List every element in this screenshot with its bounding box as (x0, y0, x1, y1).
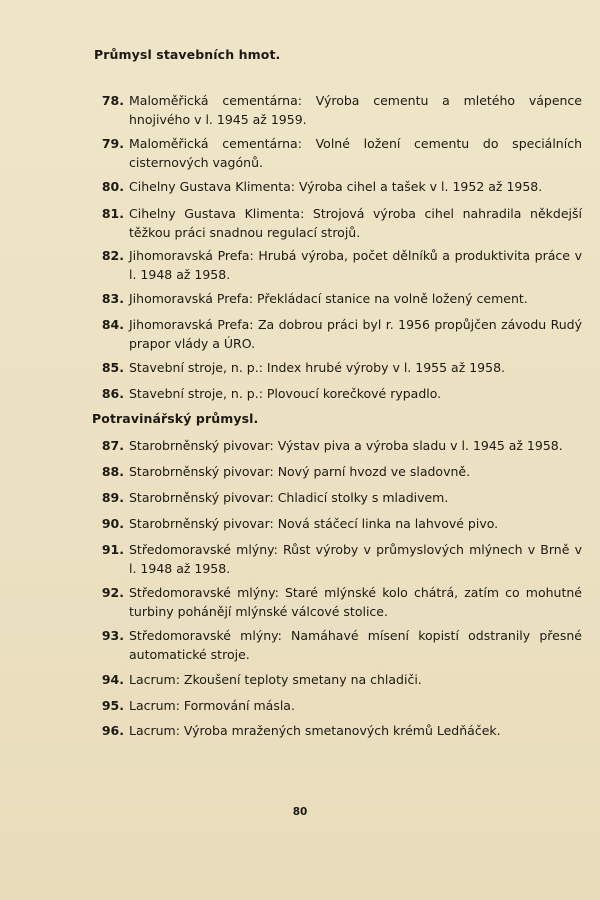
list-item (96, 134, 582, 172)
item-number: 86. (101, 386, 124, 401)
list-item (96, 514, 582, 533)
list-item (96, 384, 582, 403)
list-item (96, 583, 582, 621)
list-item (96, 315, 582, 353)
item-text: Lacrum: Zkoušení teploty smetany na chladiči. (129, 672, 422, 687)
list-item (96, 696, 582, 715)
list-item (96, 91, 582, 129)
item-text: Starobrněnský pivovar: Výstav piva a výroba sladu v l. 1945 až 1958. (129, 438, 563, 453)
list-item (96, 177, 582, 196)
item-text: Středomoravské mlýny: Namáhavé mísení kopistí odstranily přesné automatické stroje. (129, 628, 582, 662)
list-item (96, 670, 582, 689)
page-number: 80 (292, 806, 308, 818)
item-number: 85. (101, 360, 124, 375)
list-item (96, 540, 582, 578)
item-number: 93. (101, 628, 124, 643)
list-item (96, 204, 582, 242)
item-text: Cihelny Gustava Klimenta: Výroba cihel a tašek v l. 1952 až 1958. (129, 179, 543, 194)
list-item (96, 289, 582, 308)
item-number: 82. (101, 248, 124, 263)
item-number: 92. (101, 585, 124, 600)
item-text: Starobrněnský pivovar: Nová stáčecí linka na lahvové pivo. (129, 516, 499, 531)
list-item (96, 358, 582, 377)
list-item (96, 626, 582, 664)
section-heading-food-industry: Potravinářský průmysl. (92, 411, 259, 426)
item-text: Lacrum: Formování másla. (129, 698, 295, 713)
list-item (96, 462, 582, 481)
item-text: Starobrněnský pivovar: Chladicí stolky s mladivem. (129, 490, 449, 505)
item-text: Jihomoravská Prefa: Za dobrou práci byl r. 1956 propůjčen závodu Rudý prapor vlády a ÚRO. (129, 317, 582, 351)
item-number: 89. (101, 490, 124, 505)
item-text: Středomoravské mlýny: Staré mlýnské kolo chátrá, zatím co mohutné turbiny pohánějí mlýnské válcové stolice. (129, 585, 582, 619)
item-number: 81. (101, 206, 124, 221)
item-text: Cihelny Gustava Klimenta: Strojová výroba cihel nahradila někdejší těžkou práci snadnou regulací strojů. (129, 206, 582, 240)
item-text: Jihomoravská Prefa: Hrubá výroba, počet dělníků a produktivita práce v l. 1948 až 1958. (129, 248, 582, 282)
item-number: 79. (101, 136, 124, 151)
item-text: Stavební stroje, n. p.: Index hrubé výroby v l. 1955 až 1958. (129, 360, 506, 375)
item-number: 78. (101, 93, 124, 108)
item-number: 90. (101, 516, 124, 531)
item-number: 84. (101, 317, 124, 332)
list-item (96, 246, 582, 284)
list-item (96, 436, 582, 455)
item-number: 88. (101, 464, 124, 479)
section-heading-building-materials: Průmysl stavebních hmot. (94, 47, 281, 62)
item-text: Středomoravské mlýny: Růst výroby v průmyslových mlýnech v Brně v l. 1948 až 1958. (129, 542, 582, 576)
item-text: Jihomoravská Prefa: Překládací stanice na volně ložený cement. (129, 291, 528, 306)
item-text: Maloměřická cementárna: Výroba cementu a mletého vápence hnojivého v l. 1945 až 1959. (129, 93, 582, 127)
item-text: Lacrum: Výroba mražených smetanových krémů Ledňáček. (129, 723, 501, 738)
item-number: 83. (101, 291, 124, 306)
list-item (96, 488, 582, 507)
item-number: 80. (101, 179, 124, 194)
item-number: 94. (101, 672, 124, 687)
item-number: 96. (101, 723, 124, 738)
item-text: Stavební stroje, n. p.: Plovoucí korečkové rypadlo. (129, 386, 442, 401)
item-number: 95. (101, 698, 124, 713)
list-item (96, 721, 582, 740)
item-number: 91. (101, 542, 124, 557)
item-number: 87. (101, 438, 124, 453)
item-text: Starobrněnský pivovar: Nový parní hvozd ve sladovně. (129, 464, 471, 479)
item-text: Maloměřická cementárna: Volné ložení cementu do speciálních cisternových vagónů. (129, 136, 582, 170)
